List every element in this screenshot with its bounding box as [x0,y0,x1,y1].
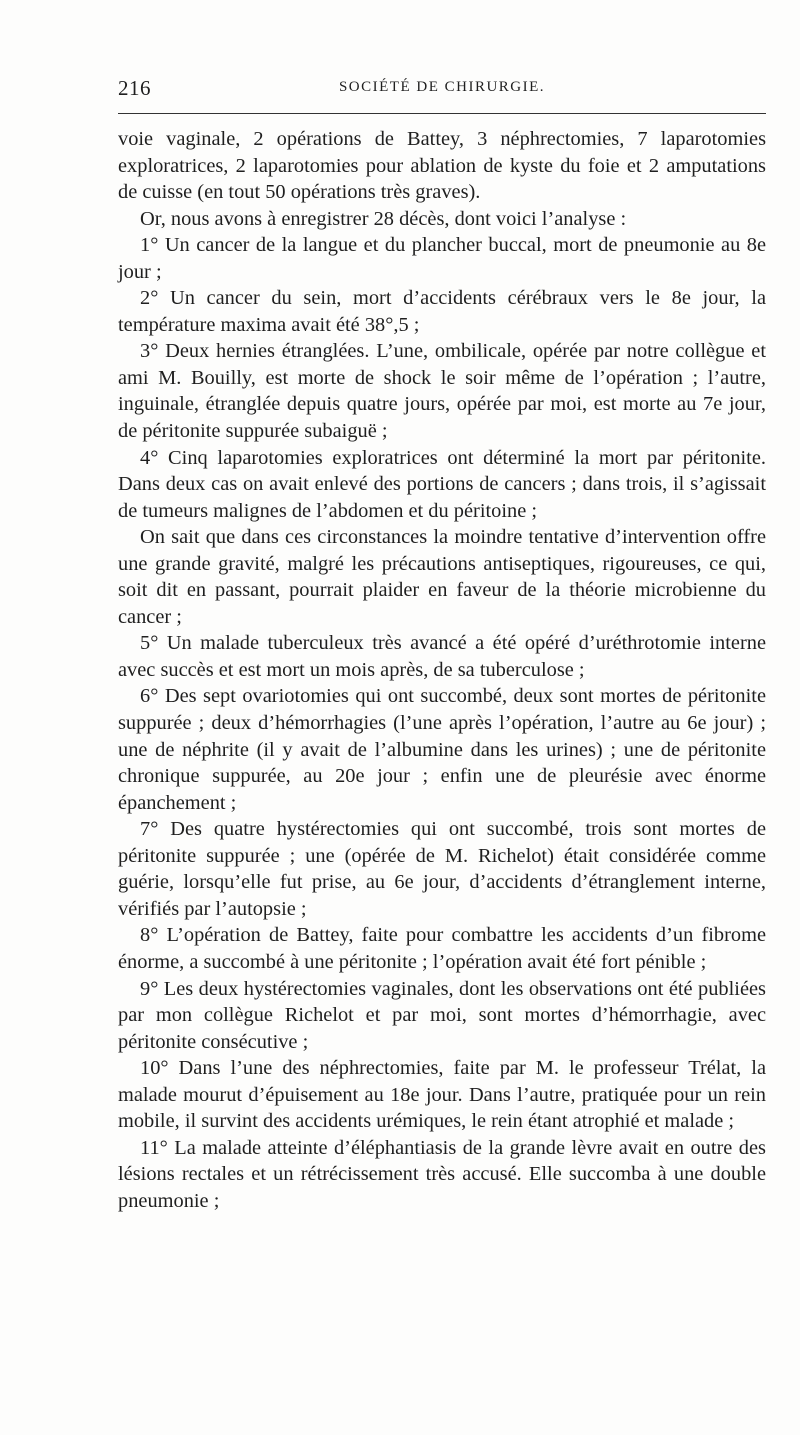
page-header [118,76,766,100]
paragraph: Or, nous avons à enregistrer 28 décès, dont voici l’analyse : [140,207,627,230]
paragraph: 8° L’opération de Battey, faite pour combattre les accidents d’un fibrome énorme, a succombé à une péritonite ; l’opération avait été fort pénible ; [118,924,766,973]
paragraph: 7° Des quatre hystérectomies qui ont succombé, trois sont mortes de péritonite suppurée ; une (opérée de M. Richelot) était considérée comme guérie, lorsqu’elle fut prise, au 6e jour, d’accidents d’étranglement interne, vérifiés par l’autopsie ; [118,818,766,920]
paragraph: 10° Dans l’une des néphrectomies, faite par M. le professeur Trélat, la malade mourut d’épuisement au 18e jour. Dans l’autre, pratiquée pour un rein mobile, il survint des accidents urémiques, le rein étant atrophié et malade ; [118,1057,766,1133]
header-rule [118,113,766,114]
paragraph: 4° Cinq laparotomies exploratrices ont déterminé la mort par péritonite. Dans deux cas on avait enlevé des portions de cancers ; dans trois, il s’agissait de tumeurs malignes de l’abdomen et du péritoine ; [118,446,766,522]
paragraph: 3° Deux hernies étranglées. L’une, ombilicale, opérée par notre collègue et ami M. Bouilly, est morte de shock le soir même de l’opération ; l’autre, inguinale, étranglée depuis quatre jours, opérée par moi, est morte au 7e jour, de péritonite suppurée subaiguë ; [118,340,766,443]
body-text [118,126,766,1214]
paragraph: voie vaginale, 2 opérations de Battey, 3 néphrectomies, 7 laparotomies exploratrices, 2 laparotomies pour ablation de kyste du foie et 2 amputations de cuisse (en tout 50 opérations très graves). [118,128,766,204]
paragraph: On sait que dans ces circonstances la moindre tentative d’intervention offre une grande gravité, malgré les précautions antiseptiques, rigoureuses, ce qui, soit dit en passant, pourrait plaider en faveur de la théorie microbienne du cancer ; [118,526,766,628]
paragraph: 2° Un cancer du sein, mort d’accidents cérébraux vers le 8e jour, la température maxima avait été 38°,5 ; [118,287,766,336]
running-title: SOCIÉTÉ DE CHIRURGIE. [338,79,546,95]
paragraph: 5° Un malade tuberculeux très avancé a été opéré d’uréthrotomie interne avec succès et est mort un mois après, de sa tuberculose ; [118,632,766,681]
page-number: 216 [118,76,151,100]
paragraph: 1° Un cancer de la langue et du plancher buccal, mort de pneumonie au 8e jour ; [118,234,766,283]
paragraph: 9° Les deux hystérectomies vaginales, dont les observations ont été publiées par mon collègue Richelot et par moi, sont mortes d’hémorrhagie, avec péritonite consécutive ; [118,977,766,1053]
paragraph: 6° Des sept ovariotomies qui ont succombé, deux sont mortes de péritonite suppurée ; deux d’hémorrhagies (l’une après l’opération, l’autre au 6e jour) ; une de néphrite (il y avait de l’albumine dans les urines) ; une de péritonite chronique suppurée, au 20e jour ; enfin une de pleurésie avec énorme épanchement ; [118,685,766,814]
paragraph: 11° La malade atteinte d’éléphantiasis de la grande lèvre avait en outre des lésions rectales et un rétrécissement très accusé. Elle succomba à une double pneumonie ; [118,1136,766,1212]
